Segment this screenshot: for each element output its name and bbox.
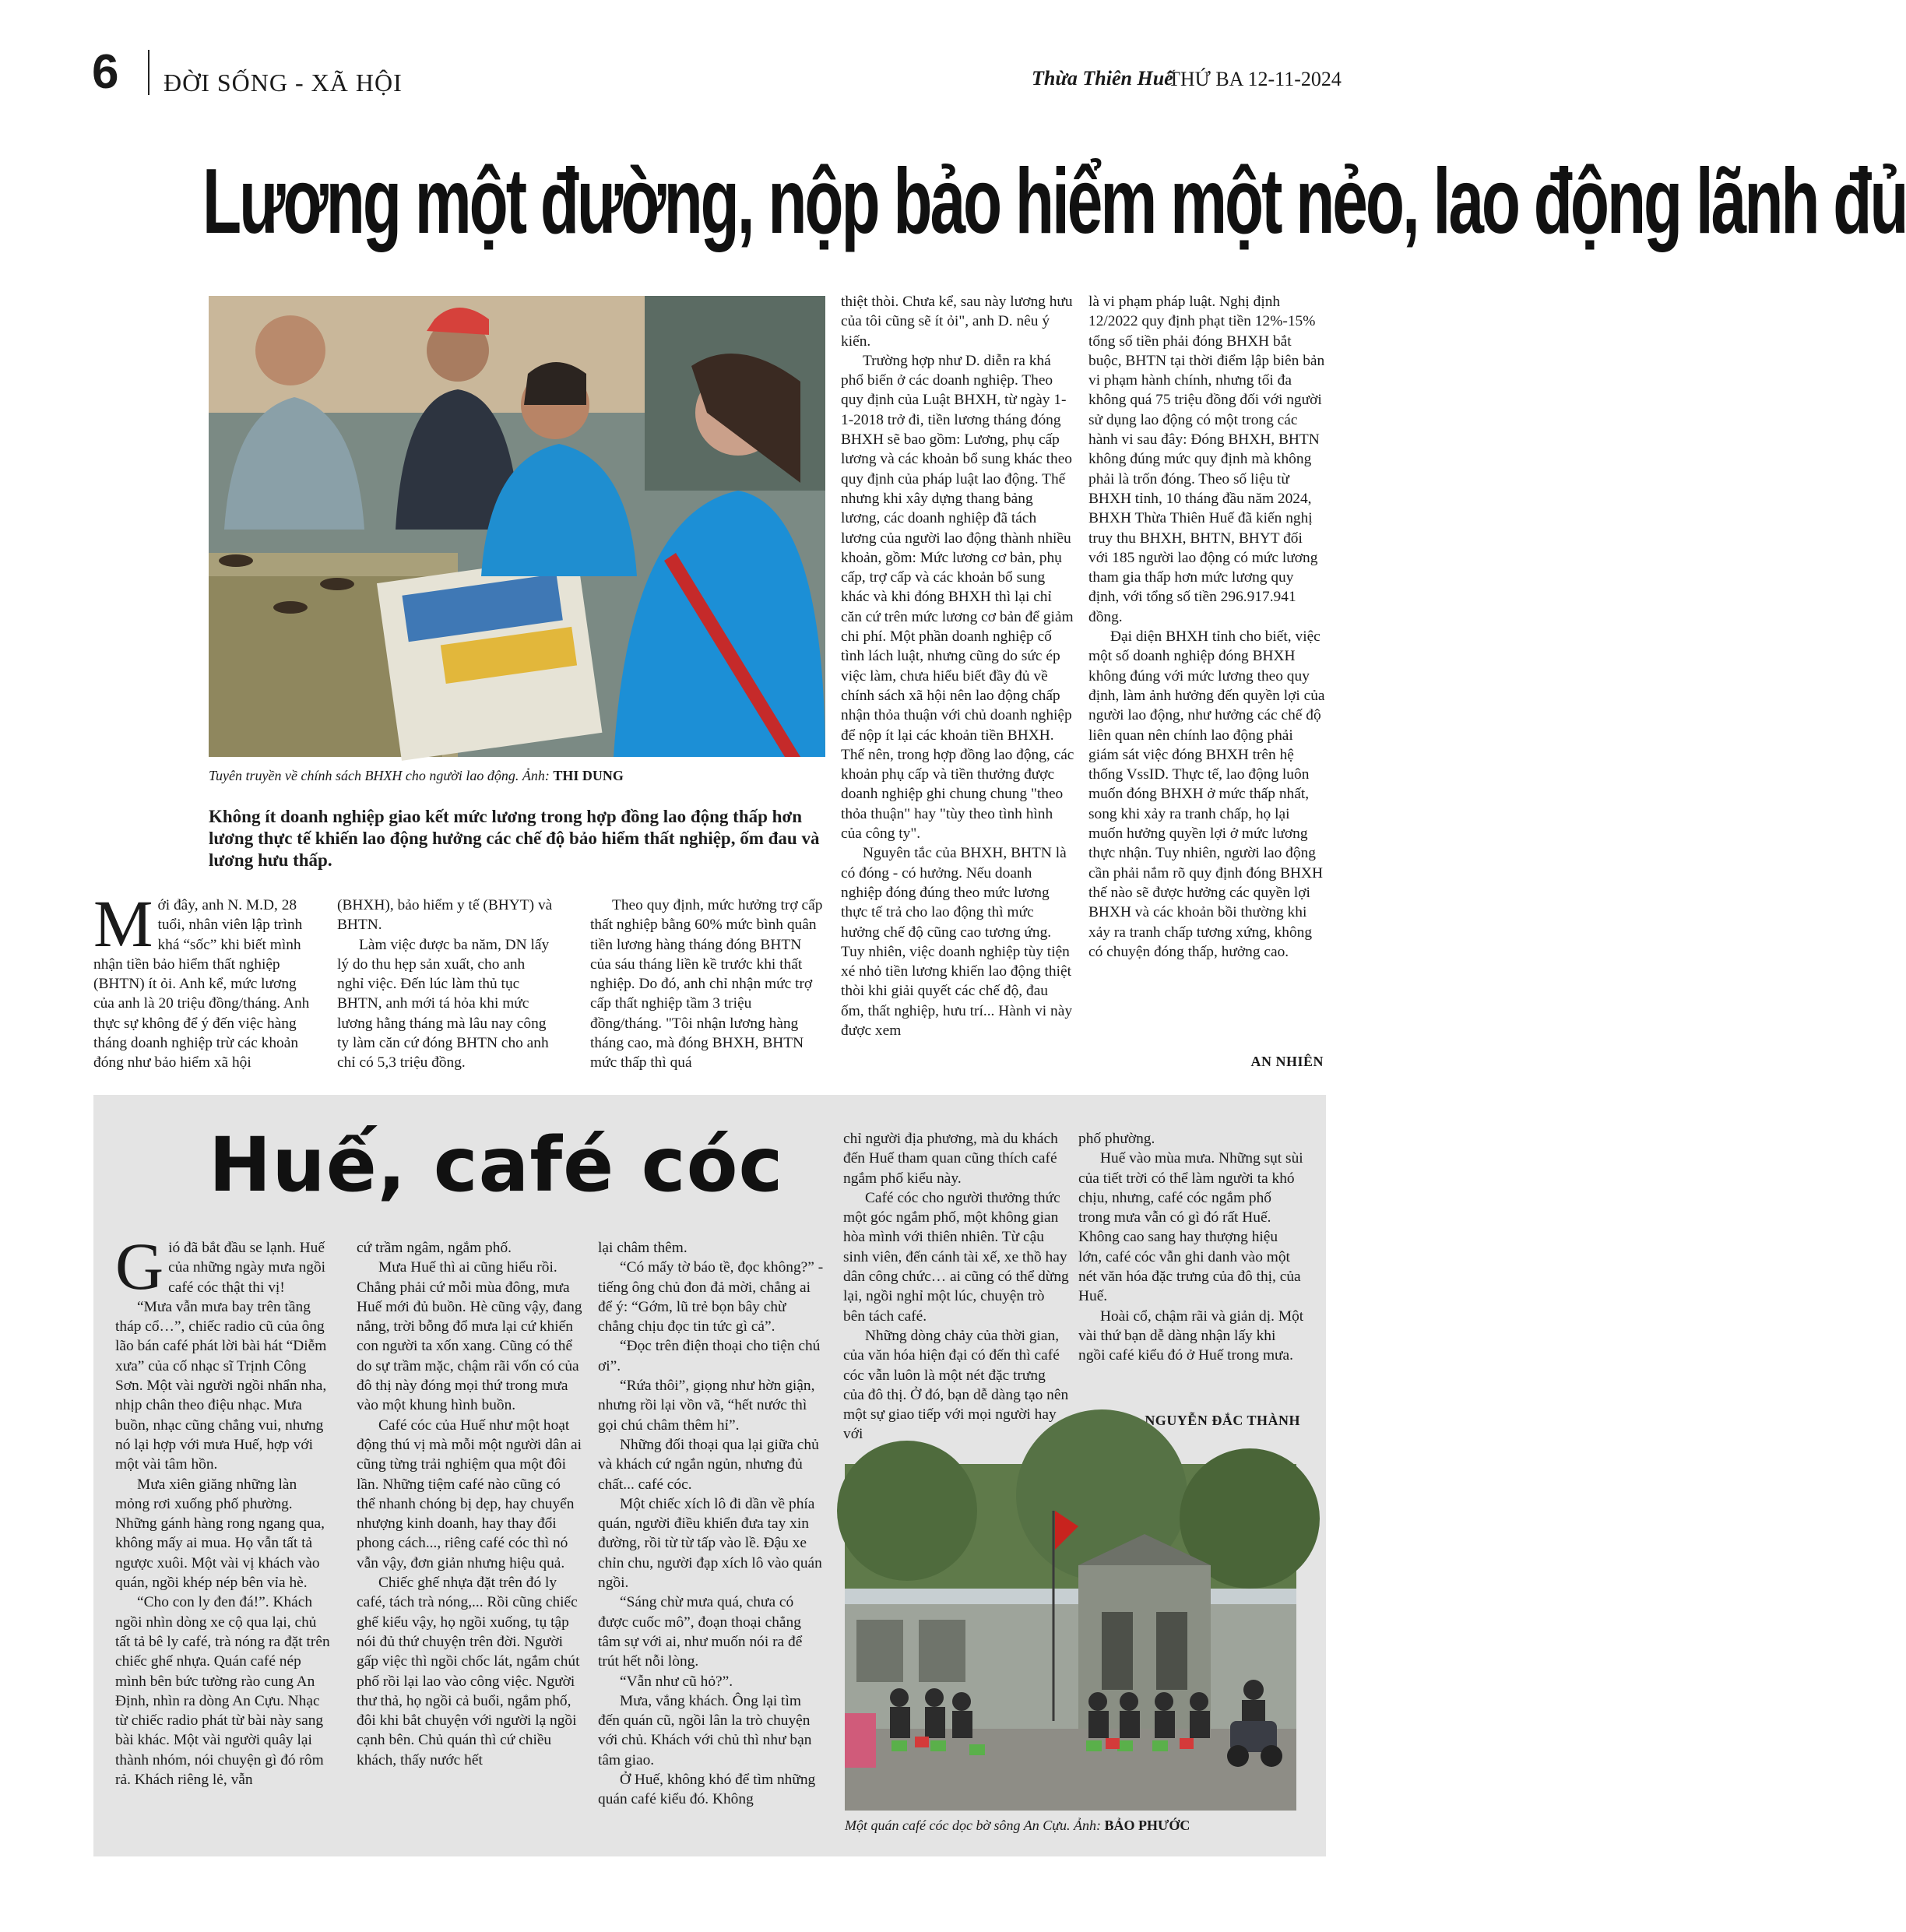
paragraph: “Có mấy tờ báo tề, đọc không?” - tiếng ông chủ đon đả mời, chẳng ai để ý: “Gớm, lũ trẻ bọn bây chừ chẳng chịu đọc tin tức gì cả”. — [598, 1259, 824, 1336]
dropcap: G — [115, 1229, 164, 1304]
article2-photo-caption — [845, 1818, 1296, 1835]
article1-column-4 — [841, 292, 1074, 1040]
paragraph: Những đối thoại qua lại giữa chủ và khách cứ ngắn ngủn, nhưng đủ chất... café cóc. — [598, 1436, 819, 1493]
article2-author: NGUYỄN ĐẮC THÀNH — [1145, 1413, 1300, 1428]
page-number: 6 — [92, 45, 119, 99]
article1-column-2 — [337, 896, 554, 1073]
paragraph: phố phường. — [1078, 1131, 1155, 1147]
article1-lead: Không ít doanh nghiệp giao kết mức lương trong hợp đồng lao động thấp hơn lương thực tế khiến lao động hưởng các chế độ bảo hiểm thất nghiệp, ốm đau và lương hưu thấp. — [209, 807, 820, 870]
paragraph: lại châm thêm. — [598, 1240, 687, 1256]
paragraph: Mưa Huế thì ai cũng hiểu rồi. Chẳng phải cứ mỗi mùa đông, mưa Huế mới đủ buồn. Hè cũng vậy, đang nắng, trời bỗng đổ mưa lại cứ khiến con người ta xốn xang. Cũng có thể do sự trầm mặc, chậm rãi vốn có của đô thị này đóng mọi thứ trong mưa vào một khung hình buồn. — [357, 1259, 582, 1414]
paragraph: Mưa xiên giăng những làn mỏng rơi xuống phố phường. Những gánh hàng rong ngang qua, không mấy ai mua. Họ vẫn tất tả ngược xuôi. Một vài vị khách vào quán, ngồi khép nép bên vỉa hè. — [115, 1476, 325, 1592]
article2-column-5 — [1078, 1129, 1304, 1366]
photo-credit: THI DUNG — [553, 768, 624, 783]
paragraph: “Vẫn như cũ hỏ?”. — [620, 1673, 733, 1690]
paragraph: Đại diện BHXH tỉnh cho biết, việc một số doanh nghiệp đóng BHXH không đúng với mức lương theo quy định, làm ảnh hưởng đến quyền lợi của người lao động, như hưởng các chế độ liên quan nên chính lao động phải giám sát việc đóng BHXH trên hệ thống VssID. Thực tế, lao động luôn muốn đóng BHXH ở mức thấp nhất, song khi xảy ra tranh chấp, họ lại muốn hưởng quyền lợi ở mức lương thực nhận. Tuy nhiên, người lao động cần phải nắm rõ quy định đóng BHXH thế nào sẽ được hưởng các quyền lợi BHXH và các khoản bồi thường khi xảy ra tranh chấp tương xứng, không có chuyện đóng thấp, hưởng cao. — [1088, 628, 1325, 960]
street-cafe-by-old-wall-photo — [845, 1464, 1296, 1811]
paragraph: thiệt thòi. Chưa kể, sau này lương hưu của tôi cũng sẽ ít ỏi", anh D. nêu ý kiến. — [841, 294, 1073, 350]
paragraph: Những dòng chảy của thời gian, của văn hóa hiện đại có đến thì café cóc vẫn luôn là một nét đặc trưng của đô thị. Ở đó, bạn dễ dàng tạo nên một sự giao tiếp với mọi người hay với — [843, 1327, 1069, 1443]
article1-column-3 — [590, 896, 824, 1073]
dropcap: M — [93, 886, 153, 961]
paragraph: Nguyên tắc của BHXH, BHTN là có đóng - có hưởng. Nếu doanh nghiệp đóng đúng theo mức lương thực tế trả cho lao động thì mức hưởng chế độ cũng cao tương ứng. Tuy nhiên, việc doanh nghiệp tùy tiện xé nhỏ tiền lương khiến lao động thiệt thòi khi giải quyết các chế độ, đau ốm, thất nghiệp, hưu trí... Hành vi này được xem — [841, 845, 1073, 1039]
article1-photo-caption — [209, 768, 825, 785]
article1-column-1 — [93, 886, 310, 1073]
paragraph: “Cho con ly đen đá!”. Khách ngồi nhìn dòng xe cộ qua lại, chủ tất tả bê ly café, trà nóng ra đặt trên chiếc ghế nhựa. Quán café nép mình bên bức tường rào cung An Định, nhìn ra dòng An Cựu. Nhạc từ chiếc radio phát từ bài này sang bài khác. Một vài người quây lại thành nhóm, nói chuyện gì đó rôm rả. Khách riêng lẻ, vẫn — [115, 1594, 330, 1789]
article2-headline: Huế, café cóc — [209, 1121, 784, 1209]
article1-author: AN NHIÊN — [1250, 1054, 1324, 1069]
article2-photo — [845, 1464, 1296, 1811]
article1-headline: Lương một đường, nộp bảo hiểm một nẻo, lao động lãnh đủ — [202, 150, 1906, 254]
paragraph: Chiếc ghế nhựa đặt trên đó ly café, tách trà nóng,... Rồi cũng chiếc ghế kiểu vậy, họ ngồi xuống, tụ tập nói đủ thứ chuyện trên đời. Người gấp việc thì ngồi chốc lát, ngắm chút phố rồi lại lao vào công việc. Người thư thả, họ ngồi cả buổi, ngắm phố, đôi khi bắt chuyện với người lạ ngồi cạnh bên. Chủ quán thì cứ chiều khách, thấy nước hết — [357, 1575, 580, 1768]
paragraph: ió đã bắt đầu se lạnh. Huế của những ngày mưa ngồi café cóc thật thi vị! — [168, 1240, 326, 1296]
paragraph: Một chiếc xích lô đi dần về phía quán, người điều khiển đưa tay xin đường, rồi từ từ tấp vào lề. Đậu xe chỉn chu, người đạp xích lô vào quán ngồi. — [598, 1495, 822, 1592]
paragraph: Hoài cổ, chậm rãi và giản dị. Một vài thứ bạn dễ dàng nhận lấy khi ngồi café kiểu đó ở Huế trong mưa. — [1078, 1307, 1304, 1364]
paragraph: Mưa, vắng khách. Ông lại tìm đến quán cũ, ngồi lân la trò chuyện với chủ. Khách với chủ thì như bạn tâm giao. — [598, 1692, 812, 1768]
people-reading-leaflets-photo — [209, 296, 825, 757]
paragraph: Café cóc của Huế như một hoạt động thú vị mà mỗi một người dân ai cũng từng trải nghiệm qua một đôi lần. Những tiệm café nào cũng có thể nhanh chóng bị dẹp, hay chuyển nhượng kinh doanh, hay thay đổi phong cách..., riêng café cóc thì nó vẫn vậy, đơn giản nhưng hiệu quả. — [357, 1416, 582, 1571]
paragraph: cứ trầm ngâm, ngắm phố. — [357, 1240, 512, 1256]
section-title: ĐỜI SỐNG - XÃ HỘI — [164, 69, 403, 97]
caption-text: Tuyên truyền về chính sách BHXH cho người lao động. Ảnh: — [209, 768, 550, 783]
paragraph: chỉ người địa phương, mà du khách đến Huế tham quan cũng thích café ngắm phố kiểu này. — [843, 1131, 1058, 1187]
paragraph: “Rứa thôi”, giọng như hờn giận, nhưng rồi lại vồn vã, “hết nước thì gọi chú châm thêm hỉ”. — [598, 1378, 815, 1434]
paragraph: là vi phạm pháp luật. Nghị định 12/2022 quy định phạt tiền 12%-15% tổng số tiền phải đóng BHXH bắt buộc, BHTN tại thời điểm lập biên bản vi phạm hành chính, nhưng tối đa không quá 75 triệu đồng đối với người sử dụng lao động có một trong các hành vi sau đây: Đóng BHXH, BHTN không đúng mức quy định mà không phải là trốn đóng. Theo số liệu từ BHXH tỉnh, 10 tháng đầu năm 2024, BHXH Thừa Thiên Huế đã kiến nghị truy thu BHXH, BHTN, BHYT đối với 185 người lao động có mức lương tham gia thấp hơn mức lương quy định, với tổng số tiền 296.917.941 đồng. — [1088, 294, 1325, 625]
paragraph: Huế vào mùa mưa. Những sụt sùi của tiết trời có thể làm người ta khó chịu, nhưng, café cóc ngắm phố trong mưa vẫn có gì đó rất Huế. Không cao sang hay thượng hiệu lớn, café cóc vẫn ghi danh vào một nét văn hóa đặc trưng của đô thị, của Huế. — [1078, 1150, 1303, 1305]
publication-name: Thừa Thiên Huế — [1032, 67, 1173, 90]
paragraph: Làm việc được ba năm, DN lấy lý do thu hẹp sản xuất, cho anh nghỉ việc. Đến lúc làm thủ tục BHTN, anh mới tá hỏa khi mức lương hằng tháng mà lâu nay công ty làm căn cứ đóng BHTN cho anh chỉ có 5,3 triệu đồng. — [337, 936, 550, 1072]
paragraph: ới đây, anh N. M.D, 28 tuổi, nhân viên lập trình khá “sốc” khi biết mình nhận tiền bảo hiểm thất nghiệp (BHTN) ít ỏi. Anh kể, mức lương của anh là 20 triệu đồng/tháng. Anh thực sự không để ý đến việc hàng tháng doanh nghiệp trừ các khoản đóng như bảo hiểm xã hội — [93, 897, 310, 1072]
article2-column-2 — [357, 1238, 582, 1770]
article1-photo — [209, 296, 825, 757]
paragraph: Trường hợp như D. diễn ra khá phổ biến ở các doanh nghiệp. Theo quy định của Luật BHXH, từ ngày 1-1-2018 trở đi, tiền lương tháng đóng BHXH sẽ bao gồm: Lương, phụ cấp lương và các khoản bổ sung khác theo quy định của pháp luật lao động. Thế nhưng khi xây dựng thang bảng lương, các doanh nghiệp đã tách lương của người lao động thành nhiều khoản, gồm: Mức lương cơ bản, phụ cấp, trợ cấp và các khoản bổ sung khác và khi đóng BHXH thì lại chỉ căn cứ trên mức lương cơ bản để giảm chi phí. Một phần doanh nghiệp cố tình lách luật, nhưng cũng do sức ép việc làm, chưa hiểu biết đầy đủ về chính sách xã hội nên lao động chấp nhận thỏa thuận với chủ doanh nghiệp để nộp ít lại các khoản tiền BHXH. Thế nên, trong hợp đồng lao động, các khoản phụ cấp và tiền thưởng được doanh nghiệp ghi chung chung "theo thỏa thuận" hay "tùy theo tình hình của công ty". — [841, 352, 1074, 843]
paragraph: “Đọc trên điện thoại cho tiện chú ơi”. — [598, 1338, 821, 1374]
header-divider — [148, 50, 149, 95]
issue-date: THỨ BA 12-11-2024 — [1168, 68, 1342, 90]
article2-column-4 — [843, 1129, 1069, 1445]
paragraph: (BHXH), bảo hiểm y tế (BHYT) và BHTN. — [337, 897, 553, 934]
paragraph: “Sáng chừ mưa quá, chưa có được cuốc mô”, đoạn thoại chẳng tâm sự với ai, như muốn nói ra để trút hết nỗi lòng. — [598, 1594, 803, 1670]
photo-credit: BẢO PHƯỚC — [1104, 1818, 1190, 1833]
caption-text: Một quán café cóc dọc bờ sông An Cựu. Ảnh: — [845, 1818, 1102, 1833]
paragraph: “Mưa vẫn mưa bay trên tầng tháp cổ…”, chiếc radio cũ của ông lão bán café phát lời bài hát “Diễm xưa” của cố nhạc sĩ Trịnh Công Sơn. Một vài người ngồi nhẩn nha, nhịp chân theo điệu nhạc. Mưa buồn, nhạc cũng chẳng vui, nhưng nó lại hợp với mưa Huế, hợp với một vài tâm hồn. — [115, 1298, 327, 1473]
paragraph: Ở Huế, không khó để tìm những quán café kiểu đó. Không — [598, 1772, 816, 1808]
article1-column-5 — [1088, 292, 1326, 962]
article2-column-3 — [598, 1238, 824, 1810]
paragraph: Café cóc cho người thưởng thức một góc ngắm phố, một không gian hòa mình với thiên nhiên. Từ cậu sinh viên, đến cánh tài xế, xe thồ hay dân công chức… ai cũng có thể dừng lại, ngồi nghỉ một lúc, chuyện trò bên tách café. — [843, 1189, 1069, 1325]
paragraph: Theo quy định, mức hưởng trợ cấp thất nghiệp bằng 60% mức bình quân tiền lương hàng tháng đóng BHTN của sáu tháng liền kề trước khi thất nghiệp. Do đó, anh chỉ nhận mức trợ cấp thất nghiệp tầm 3 triệu đồng/tháng. "Tôi nhận lương hàng tháng cao, mà đóng BHXH, BHTN mức thấp thì quá — [590, 897, 823, 1072]
article2-column-1 — [115, 1229, 332, 1789]
